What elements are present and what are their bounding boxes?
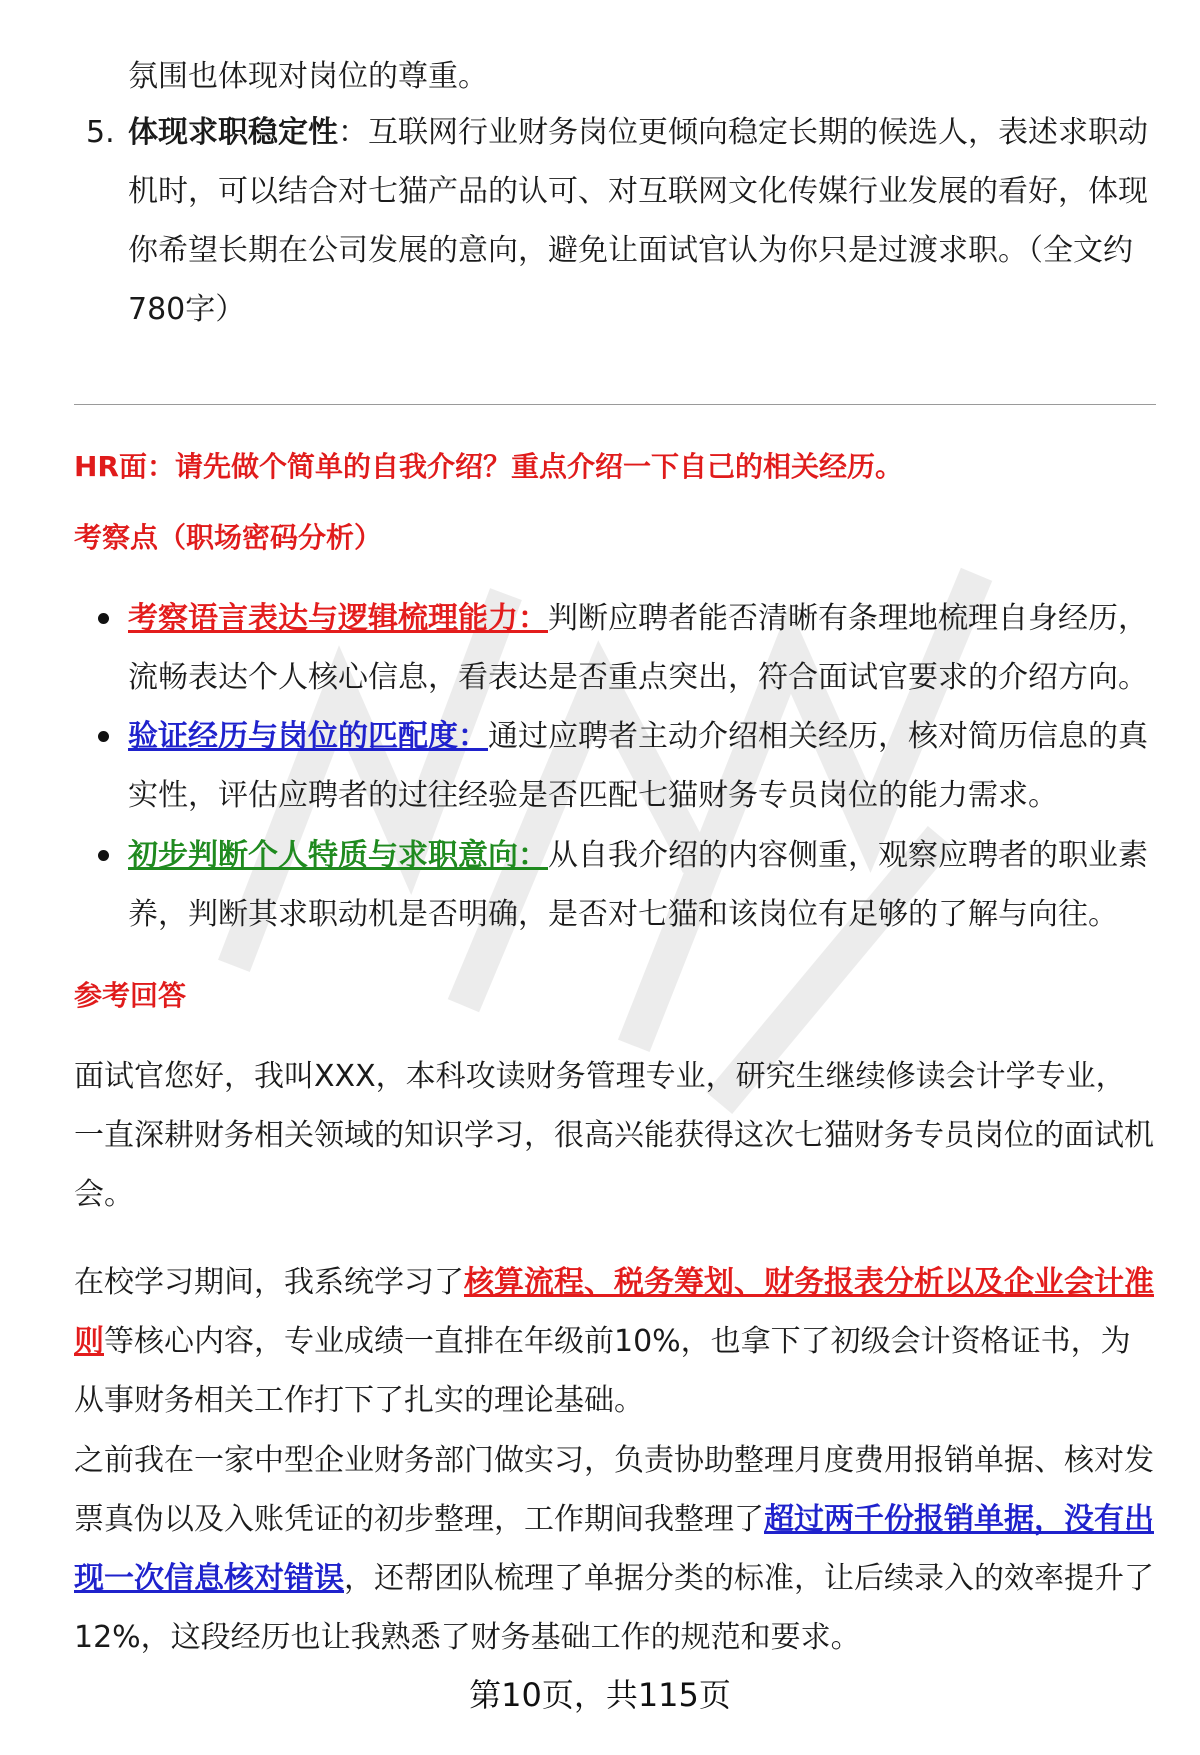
bullet-dot <box>98 850 109 861</box>
answer-paragraph-2 <box>74 1253 1154 1430</box>
intro-line-tail: 氛围也体现对岗位的尊重。 <box>128 59 488 94</box>
point-label: 考察语言表达与逻辑梳理能力： <box>128 601 548 636</box>
answer-highlight: 核算流程、税务筹划、财务报表分析以及企业会计准则 <box>74 1265 1154 1359</box>
answer-paragraph-1: 面试官您好，我叫XXX，本科攻读财务管理专业，研究生继续修读会计学专业，一直深耕财务相关领域的知识学习，很高兴能获得这次七猫财务专员岗位的面试机会。 <box>74 1059 1154 1212</box>
list-item-text: ：互联网行业财务岗位更倾向稳定长期的候选人，表述求职动机时，可以结合对七猫产品的认可、对互联网文化传媒行业发展的看好，体现你希望长期在公司发展的意向，避免让面试官认为你只是过渡求职。（全文约780字） <box>128 115 1148 327</box>
point-label: 初步判断个人特质与求职意向： <box>128 838 548 873</box>
list-item-5 <box>128 103 1148 339</box>
answer-text: 等核心内容，专业成绩一直排在年级前10%，也拿下了初级会计资格证书，为从事财务相关工作打下了扎实的理论基础。 <box>74 1324 1131 1418</box>
answer-heading: 参考回答 <box>74 979 187 1012</box>
section-divider <box>74 404 1156 405</box>
bullet-dot <box>98 731 109 742</box>
question-heading: HR面：请先做个简单的自我介绍？重点介绍一下自己的相关经历。 <box>74 450 903 483</box>
answer-highlight: 超过两千份报销单据，没有出现一次信息核对错误 <box>74 1502 1154 1596</box>
list-number: 5. <box>86 115 115 150</box>
answer-paragraph-3 <box>74 1431 1154 1667</box>
point-text: 从自我介绍的内容侧重，观察应聘者的职业素养，判断其求职动机是否明确，是否对七猫和该岗位有足够的了解与向往。 <box>128 838 1148 932</box>
points-heading: 考察点（职场密码分析） <box>74 521 383 554</box>
point-text: 通过应聘者主动介绍相关经历，核对简历信息的真实性，评估应聘者的过往经验是否匹配七猫财务专员岗位的能力需求。 <box>128 719 1148 813</box>
list-item-key: 体现求职稳定性 <box>128 115 338 150</box>
list-item <box>128 589 1148 707</box>
list-item <box>128 826 1148 944</box>
answer-text: 之前我在一家中型企业财务部门做实习，负责协助整理月度费用报销单据、核对发票真伪以及入账凭证的初步整理，工作期间我整理了 <box>74 1443 1154 1537</box>
answer-text: 在校学习期间，我系统学习了 <box>74 1265 464 1300</box>
page-footer: 第10页，共115页 <box>469 1676 731 1714</box>
point-label: 验证经历与岗位的匹配度： <box>128 719 488 754</box>
answer-text: ，还帮团队梳理了单据分类的标准，让后续录入的效率提升了12%，这段经历也让我熟悉了财务基础工作的规范和要求。 <box>74 1561 1154 1655</box>
point-text: 判断应聘者能否清晰有条理地梳理自身经历，流畅表达个人核心信息，看表达是否重点突出，符合面试官要求的介绍方向。 <box>128 601 1148 695</box>
bullet-dot <box>98 613 109 624</box>
list-item <box>128 707 1148 825</box>
